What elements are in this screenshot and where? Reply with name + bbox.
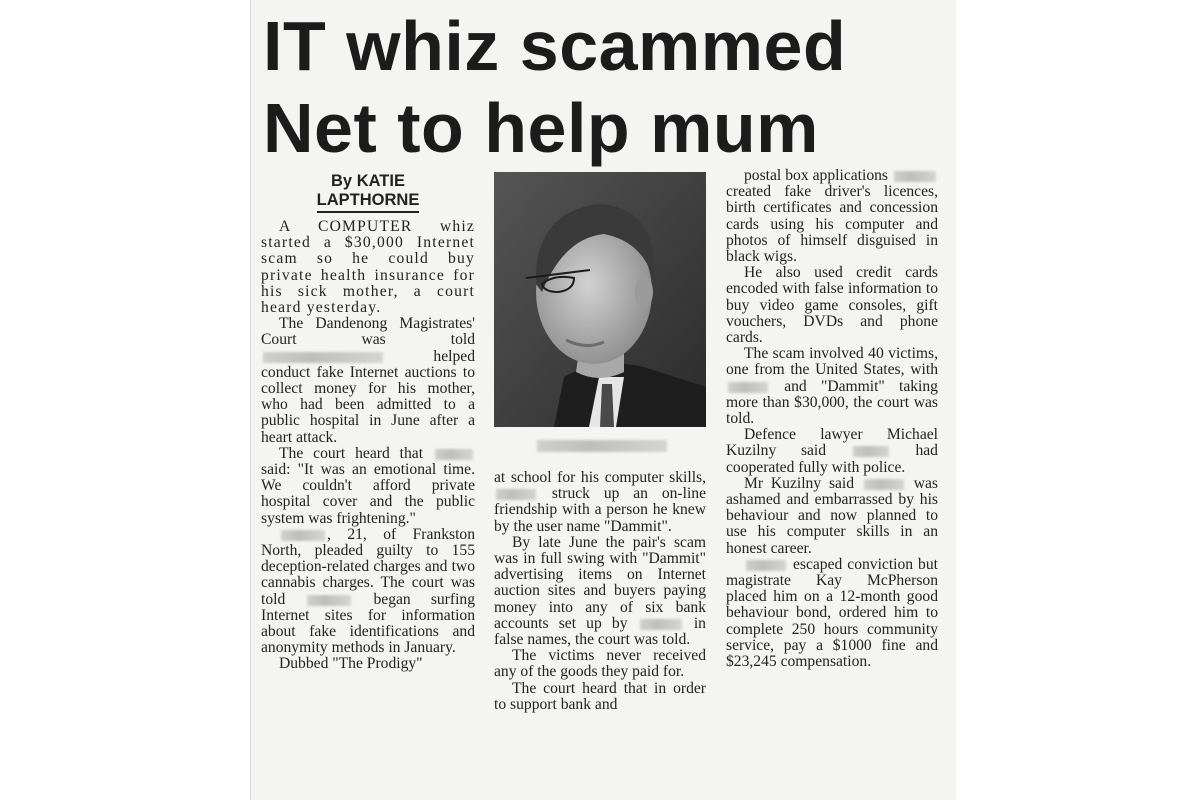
- headline-line-2: Net to help mum: [263, 89, 819, 167]
- portrait-photo: [494, 172, 706, 427]
- paragraph: [726, 557, 938, 670]
- redacted-name: [435, 449, 473, 460]
- paragraph: [726, 427, 938, 476]
- text-run: helped conduct fake Internet auctions to collect money for his mother, who had been admitted to a public hospital in June after a heart attack.: [261, 347, 475, 446]
- paragraph: [726, 168, 938, 265]
- paragraph: A COMPUTER whiz started a $30,000 Internet scam so he could buy private health insurance for his sick mother, a court heard yesterday.: [261, 218, 475, 317]
- text-run: escaped conviction but magistrate Kay McPherson placed him on a 12-month good behaviour bond, ordered him to complete 250 hours community service, pay a $1000 fine and $23,245 compensation.: [726, 555, 938, 671]
- redacted-name: [728, 382, 768, 393]
- headline: [263, 5, 943, 169]
- redacted-name: [894, 171, 936, 182]
- text-run: began surfing Internet sites for information about fake identifications and anonymity methods in January.: [261, 590, 475, 657]
- text-run: at school for his computer skills,: [494, 469, 706, 486]
- redacted-name: [746, 560, 786, 571]
- paragraph: [494, 470, 706, 535]
- paragraph: [261, 527, 475, 657]
- text-run: was ashamed and embarrassed by his behaviour and now planned to use his computer skills in an honest career.: [726, 474, 938, 557]
- text-run: , 21, of Frankston North, pleaded guilty to 155 deception-related charges and two cannabis charges. The court was told: [261, 525, 475, 608]
- photo-caption-redacted: [537, 440, 667, 452]
- byline-name: LAPTHORNE: [317, 191, 420, 213]
- headline-line-1: IT whiz scammed: [263, 7, 847, 85]
- paragraph: [261, 316, 475, 446]
- paragraph: The court heard that in order to support bank and: [494, 679, 706, 713]
- paragraph: [261, 446, 475, 527]
- text-run: and "Dammit" taking more than $30,000, the court was told.: [726, 377, 938, 428]
- text-run: struck up an on-line friendship with a person he knew by the user name "Dammit".: [494, 485, 706, 535]
- byline: [261, 172, 475, 213]
- text-run: had cooperated fully with police.: [726, 442, 938, 476]
- redacted-name: [853, 446, 889, 457]
- text-run: in false names, the court was told.: [494, 614, 706, 649]
- article-column-1: [261, 172, 475, 673]
- paragraph: [726, 476, 938, 557]
- portrait-illustration: [494, 172, 706, 427]
- paragraph: The victims never received any of the goods they paid for.: [494, 647, 706, 681]
- text-run: postal box applications: [744, 167, 888, 184]
- text-run: The scam involved 40 victims, one from the United States, with: [726, 345, 938, 379]
- text-run: Defence lawyer Michael Kuzilny said: [726, 426, 938, 460]
- redacted-name: [864, 479, 904, 490]
- paragraph: [494, 535, 706, 648]
- redacted-name: [640, 619, 682, 630]
- text-run: By late June the pair's scam was in full swing with "Dammit" advertising items on Internet auction sites and buyers paying money into any of six bank accounts set up by: [494, 533, 706, 632]
- text-run: created fake driver's licences, birth certificates and concession cards using his computer and photos of himself disguised in black wigs.: [726, 183, 938, 266]
- redacted-name: [307, 595, 351, 606]
- paragraph: Dubbed "The Prodigy": [279, 655, 423, 673]
- redacted-name: [496, 489, 536, 500]
- paragraph: [726, 346, 938, 427]
- text-run: The court heard that: [279, 444, 424, 462]
- text-run: The Dandenong Magistrates' Court was told: [261, 315, 475, 349]
- redacted-name: [263, 352, 383, 363]
- text-run: Mr Kuzilny said: [744, 474, 855, 492]
- paragraph: He also used credit cards encoded with false information to buy video game consoles, gift vouchers, DVDs and phone cards.: [726, 264, 938, 347]
- redacted-name: [281, 530, 325, 541]
- text-run: said: "It was an emotional time. We couldn't afford private hospital cover and the public system was frightening.": [261, 461, 475, 527]
- byline-prefix: By KATIE: [331, 172, 405, 190]
- article-column-2: [494, 470, 706, 713]
- article-column-3: [726, 168, 938, 670]
